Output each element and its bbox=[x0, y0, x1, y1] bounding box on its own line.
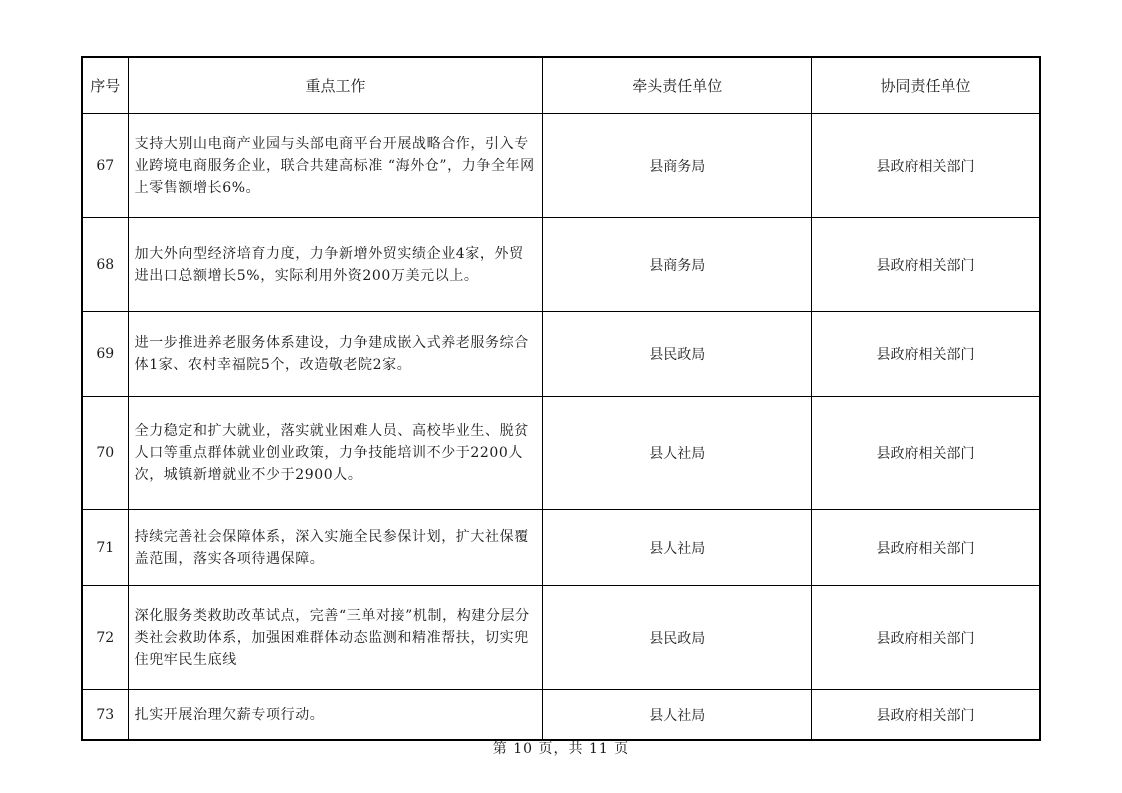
table-row bbox=[82, 690, 1040, 741]
table-row bbox=[82, 397, 1040, 510]
row-work-text: 支持大别山电商产业园与头部电商平台开展战略合作，引入专业跨境电商服务企业，联合共建高标准 “海外仓”，力争全年网上零售额增长6%。 bbox=[128, 114, 543, 218]
row-number: 73 bbox=[82, 690, 128, 741]
row-lead-unit: 县民政局 bbox=[543, 312, 812, 397]
row-cooperating-unit: 县政府相关部门 bbox=[812, 586, 1041, 690]
row-lead-unit: 县商务局 bbox=[543, 114, 812, 218]
row-number: 70 bbox=[82, 397, 128, 510]
row-cooperating-unit: 县政府相关部门 bbox=[812, 114, 1041, 218]
row-work-text: 全力稳定和扩大就业，落实就业困难人员、高校毕业生、脱贫人口等重点群体就业创业政策，力争技能培训不少于2200人次，城镇新增就业不少于2900人。 bbox=[128, 397, 543, 510]
row-cooperating-unit: 县政府相关部门 bbox=[812, 690, 1041, 741]
row-lead-unit: 县商务局 bbox=[543, 218, 812, 312]
row-lead-unit: 县人社局 bbox=[543, 397, 812, 510]
header-lead-unit: 牵头责任单位 bbox=[543, 57, 812, 114]
row-lead-unit: 县人社局 bbox=[543, 690, 812, 741]
header-cooperating-unit: 协同责任单位 bbox=[812, 57, 1041, 114]
row-work-text: 深化服务类救助改革试点，完善“三单对接”机制，构建分层分类社会救助体系，加强困难群体动态监测和精准帮扶，切实兜住兜牢民生底线 bbox=[128, 586, 543, 690]
row-number: 69 bbox=[82, 312, 128, 397]
row-number: 71 bbox=[82, 510, 128, 586]
row-lead-unit: 县人社局 bbox=[543, 510, 812, 586]
row-work-text: 加大外向型经济培育力度，力争新增外贸实绩企业4家，外贸进出口总额增长5%，实际利用外资200万美元以上。 bbox=[128, 218, 543, 312]
row-number: 67 bbox=[82, 114, 128, 218]
table-row bbox=[82, 586, 1040, 690]
header-key-work: 重点工作 bbox=[128, 57, 543, 114]
table-header-row bbox=[82, 57, 1040, 114]
key-work-table bbox=[81, 56, 1041, 741]
table-row bbox=[82, 510, 1040, 586]
row-lead-unit: 县民政局 bbox=[543, 586, 812, 690]
page-number-footer: 第 10 页，共 11 页 bbox=[492, 741, 630, 757]
header-serial-number: 序号 bbox=[82, 57, 128, 114]
row-number: 68 bbox=[82, 218, 128, 312]
row-work-text: 扎实开展治理欠薪专项行动。 bbox=[128, 690, 543, 741]
row-work-text: 进一步推进养老服务体系建设，力争建成嵌入式养老服务综合体1家、农村幸福院5个，改造敬老院2家。 bbox=[128, 312, 543, 397]
row-cooperating-unit: 县政府相关部门 bbox=[812, 397, 1041, 510]
row-number: 72 bbox=[82, 586, 128, 690]
table-row bbox=[82, 218, 1040, 312]
row-cooperating-unit: 县政府相关部门 bbox=[812, 218, 1041, 312]
table-row bbox=[82, 114, 1040, 218]
row-cooperating-unit: 县政府相关部门 bbox=[812, 312, 1041, 397]
row-work-text: 持续完善社会保障体系，深入实施全民参保计划，扩大社保覆盖范围，落实各项待遇保障。 bbox=[128, 510, 543, 586]
table-row bbox=[82, 312, 1040, 397]
row-cooperating-unit: 县政府相关部门 bbox=[812, 510, 1041, 586]
